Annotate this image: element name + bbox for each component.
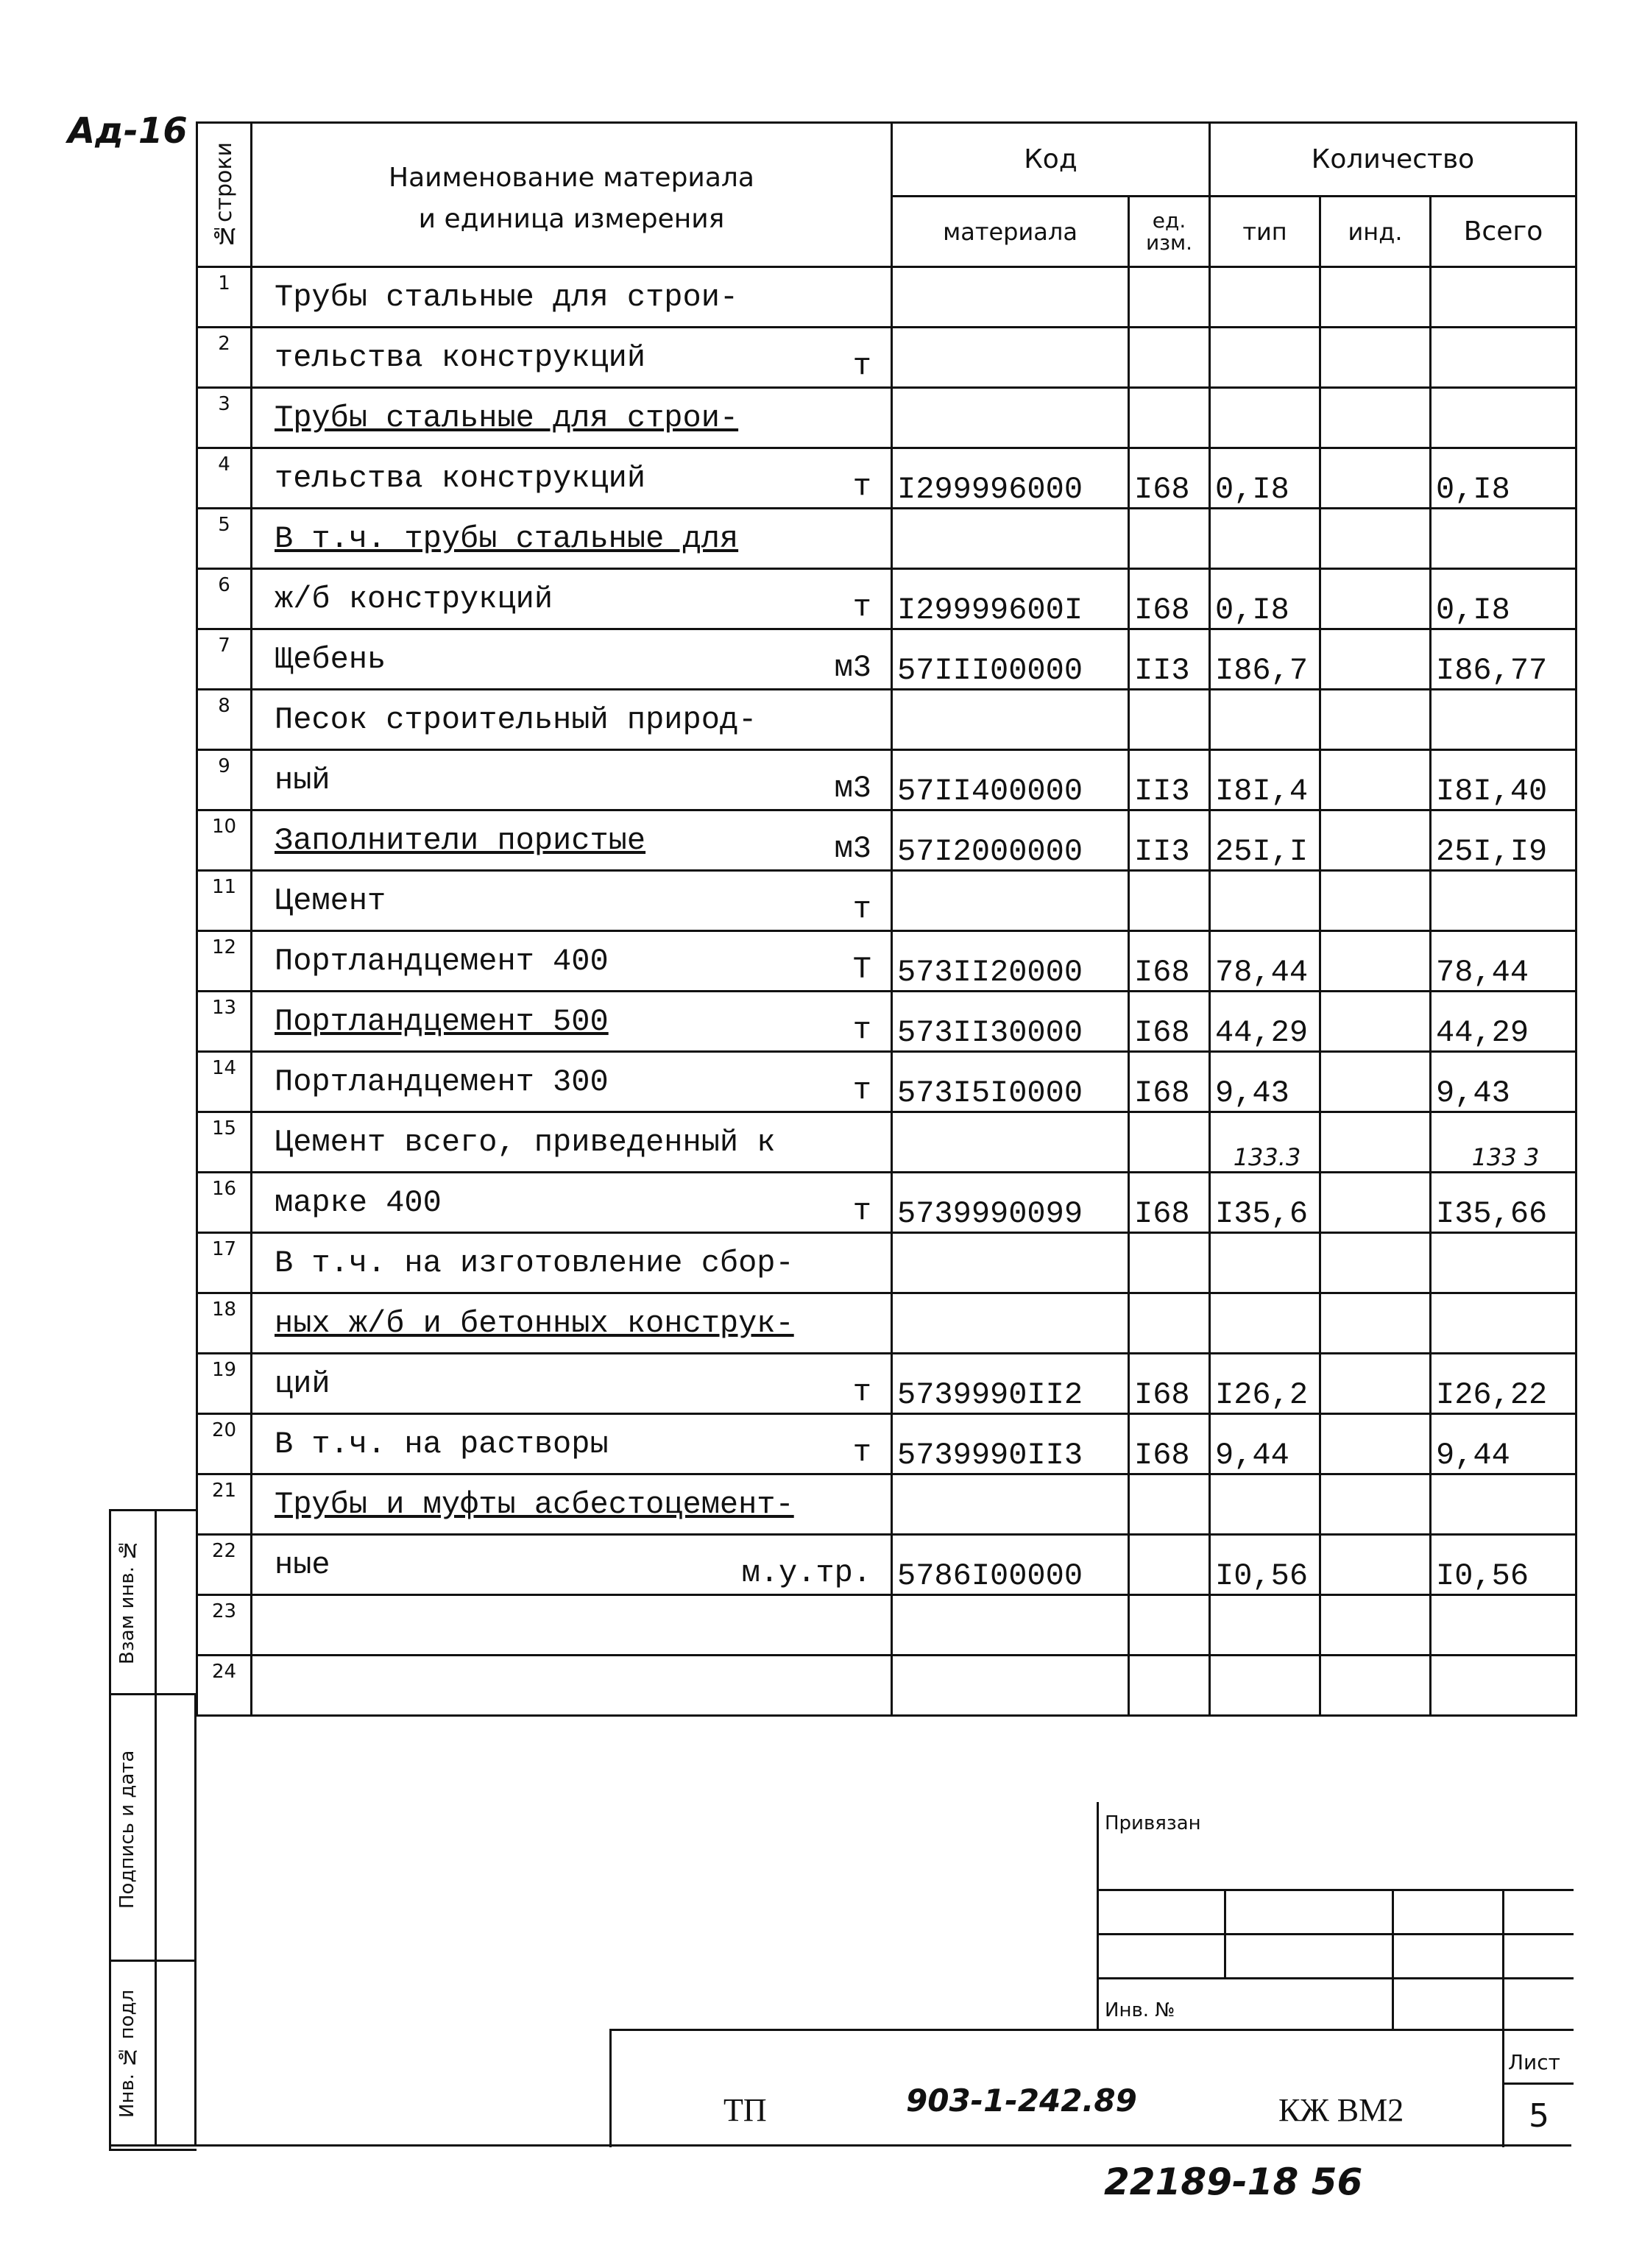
material-code [892, 1474, 1129, 1535]
unit-of-measure: м3 [834, 831, 871, 866]
total-header: Всего [1431, 197, 1576, 267]
unit-of-measure: Т [852, 952, 871, 987]
unit-code [1129, 328, 1210, 388]
unit-code [1129, 1233, 1210, 1293]
material-code: 5739990II2 [892, 1354, 1129, 1414]
quantity-ind [1320, 1354, 1431, 1414]
unit-of-measure: т [852, 1073, 871, 1108]
quantity-total: I86,77 [1431, 629, 1576, 690]
unit-code: I68 [1129, 1354, 1210, 1414]
quantity-total: 0,I8 [1431, 569, 1576, 629]
quantity-type [1210, 509, 1320, 569]
quantity-ind [1320, 267, 1431, 328]
quantity-total [1431, 1595, 1576, 1656]
quantity-total [1431, 1233, 1576, 1293]
document-code: КЖ ВМ2 [1278, 2092, 1404, 2128]
material-code [892, 1233, 1129, 1293]
row-number: 2 [197, 328, 252, 388]
row-number: 9 [197, 750, 252, 810]
row-number: 15 [197, 1112, 252, 1173]
unit-code: II3 [1129, 750, 1210, 810]
row-number: 8 [197, 690, 252, 750]
unit-of-measure: м3 [834, 771, 871, 806]
unit-code: I68 [1129, 1173, 1210, 1233]
vzam-label: Взам инв. № [116, 1538, 138, 1664]
unit-of-measure: м3 [834, 650, 871, 685]
table-row [197, 328, 1576, 388]
unit-code [1129, 388, 1210, 448]
row-number: 20 [197, 1414, 252, 1474]
podpis-label: Подпись и дата [116, 1750, 138, 1909]
quantity-total: 0,I8 [1431, 448, 1576, 509]
materials-table [196, 121, 1577, 1717]
quantity-total [1431, 328, 1576, 388]
quantity-total: 78,44 [1431, 931, 1576, 992]
unit-code: I68 [1129, 448, 1210, 509]
material-code-header: материала [892, 197, 1129, 267]
stamp-main [609, 2029, 1574, 2147]
sheet-number: 5 [1529, 2097, 1549, 2135]
unit-code: I68 [1129, 569, 1210, 629]
quantity-ind [1320, 1656, 1431, 1716]
name-header: Наименование материала и единица измерения [252, 123, 892, 267]
table-row [197, 1474, 1576, 1535]
unit-code [1129, 509, 1210, 569]
material-name [252, 1656, 892, 1716]
material-name: ций т [252, 1354, 892, 1414]
table-row [197, 388, 1576, 448]
quantity-total [1431, 871, 1576, 931]
table-row [197, 1354, 1576, 1414]
material-code: 57I2000000 [892, 810, 1129, 871]
table-row [197, 1293, 1576, 1354]
material-name: Портландцемент 300 т [252, 1052, 892, 1112]
material-name: ный м3 [252, 750, 892, 810]
quantity-ind [1320, 1414, 1431, 1474]
material-name: Трубы стальные для строи- [252, 388, 892, 448]
type-header: тип [1210, 197, 1320, 267]
table-row [197, 1052, 1576, 1112]
quantity-total: I26,22 [1431, 1354, 1576, 1414]
material-name: ные м.у.тр. [252, 1535, 892, 1595]
material-code: 573I5I0000 [892, 1052, 1129, 1112]
material-name: ных ж/б и бетонных конструк- [252, 1293, 892, 1354]
tp-label: ТП [723, 2092, 767, 2128]
corner-mark: Ад-16 [68, 110, 188, 152]
unit-code: I68 [1129, 992, 1210, 1052]
row-number: 11 [197, 871, 252, 931]
unit-code-header: ед. изм. [1129, 197, 1210, 267]
row-number: 3 [197, 388, 252, 448]
quantity-total [1431, 388, 1576, 448]
quantity-total: 9,43 [1431, 1052, 1576, 1112]
material-code [892, 267, 1129, 328]
project-number: 903-1-242.89 [906, 2082, 1137, 2119]
quantity-ind [1320, 871, 1431, 931]
material-name: марке 400 т [252, 1173, 892, 1233]
quantity-ind [1320, 569, 1431, 629]
unit-code: II3 [1129, 629, 1210, 690]
privyazan-label: Привязан [1105, 1812, 1201, 1834]
quantity-type [1210, 1474, 1320, 1535]
quantity-ind [1320, 750, 1431, 810]
quantity-ind [1320, 1173, 1431, 1233]
material-name: Цемент т [252, 871, 892, 931]
quantity-total: 25I,I9 [1431, 810, 1576, 871]
quantity-total [1431, 690, 1576, 750]
quantity-type: 25I,I [1210, 810, 1320, 871]
table-row [197, 931, 1576, 992]
unit-of-measure: т [852, 348, 871, 384]
row-number: 16 [197, 1173, 252, 1233]
unit-of-measure: т [852, 590, 871, 625]
quantity-ind [1320, 931, 1431, 992]
quantity-total: I35,66 [1431, 1173, 1576, 1233]
frame-left [194, 1693, 197, 2147]
quantity-type: 9,43 [1210, 1052, 1320, 1112]
unit-code: I68 [1129, 1052, 1210, 1112]
material-code [892, 690, 1129, 750]
quantity-type: 0,I8 [1210, 569, 1320, 629]
unit-of-measure: т [852, 1374, 871, 1410]
material-code: 57II400000 [892, 750, 1129, 810]
quantity-total: 9,44 [1431, 1414, 1576, 1474]
table-row [197, 1414, 1576, 1474]
material-name: тельства конструкций т [252, 448, 892, 509]
quantity-type [1210, 388, 1320, 448]
unit-code [1129, 1293, 1210, 1354]
quantity-type: I26,2 [1210, 1354, 1320, 1414]
quantity-ind [1320, 1535, 1431, 1595]
unit-of-measure: т [852, 1435, 871, 1470]
quantity-ind [1320, 690, 1431, 750]
row-number: 5 [197, 509, 252, 569]
quantity-ind [1320, 509, 1431, 569]
table-row [197, 690, 1576, 750]
row-number: 4 [197, 448, 252, 509]
table-row [197, 992, 1576, 1052]
quantity-type: 44,29 [1210, 992, 1320, 1052]
quantity-ind [1320, 1052, 1431, 1112]
material-code [892, 1112, 1129, 1173]
quantity-type [1210, 1595, 1320, 1656]
table-row [197, 871, 1576, 931]
material-code [892, 1293, 1129, 1354]
quantity-ind [1320, 448, 1431, 509]
quantity-total [1431, 1293, 1576, 1354]
row-no-header: №строки [197, 123, 252, 267]
quantity-ind [1320, 1112, 1431, 1173]
material-name: В т.ч. на изготовление сбор- [252, 1233, 892, 1293]
quantity-ind [1320, 1595, 1431, 1656]
table-row [197, 1535, 1576, 1595]
material-code [892, 1595, 1129, 1656]
quantity-header: Количество [1210, 123, 1576, 197]
material-name [252, 1595, 892, 1656]
quantity-type: 133.3 [1210, 1112, 1320, 1173]
quantity-ind [1320, 1233, 1431, 1293]
unit-code [1129, 1474, 1210, 1535]
quantity-total [1431, 1474, 1576, 1535]
quantity-type: I8I,4 [1210, 750, 1320, 810]
quantity-type: 78,44 [1210, 931, 1320, 992]
table-row [197, 1112, 1576, 1173]
quantity-total: I0,56 [1431, 1535, 1576, 1595]
unit-code [1129, 1656, 1210, 1716]
row-number: 14 [197, 1052, 252, 1112]
material-name: В т.ч. трубы стальные для [252, 509, 892, 569]
unit-code [1129, 690, 1210, 750]
unit-code: I68 [1129, 931, 1210, 992]
sheet-label: Лист [1508, 2050, 1560, 2074]
row-number: 13 [197, 992, 252, 1052]
quantity-ind [1320, 328, 1431, 388]
quantity-ind [1320, 1474, 1431, 1535]
side-divider-1 [109, 1693, 197, 1695]
material-code: 5739990II3 [892, 1414, 1129, 1474]
quantity-ind [1320, 388, 1431, 448]
quantity-type [1210, 1233, 1320, 1293]
material-name: Трубы и муфты асбестоцемент- [252, 1474, 892, 1535]
code-header: Код [892, 123, 1210, 197]
row-number: 6 [197, 569, 252, 629]
row-number: 21 [197, 1474, 252, 1535]
material-code: 5739990099 [892, 1173, 1129, 1233]
quantity-type [1210, 267, 1320, 328]
quantity-ind [1320, 810, 1431, 871]
material-code: I29999600I [892, 569, 1129, 629]
quantity-ind [1320, 629, 1431, 690]
quantity-type [1210, 871, 1320, 931]
side-divider-2 [109, 1960, 197, 1962]
quantity-total: 133 3 [1431, 1112, 1576, 1173]
table-row [197, 750, 1576, 810]
row-number: 1 [197, 267, 252, 328]
row-number: 19 [197, 1354, 252, 1414]
material-name: В т.ч. на растворы т [252, 1414, 892, 1474]
table-row [197, 810, 1576, 871]
quantity-type: 9,44 [1210, 1414, 1320, 1474]
quantity-total: I8I,40 [1431, 750, 1576, 810]
table-row [197, 1656, 1576, 1716]
unit-of-measure: т [852, 1012, 871, 1048]
quantity-type: I35,6 [1210, 1173, 1320, 1233]
row-number: 18 [197, 1293, 252, 1354]
row-number: 23 [197, 1595, 252, 1656]
quantity-type: 0,I8 [1210, 448, 1320, 509]
material-code [892, 871, 1129, 931]
table-row [197, 629, 1576, 690]
table-row [197, 267, 1576, 328]
ind-header: инд. [1320, 197, 1431, 267]
row-number: 7 [197, 629, 252, 690]
material-name: ж/б конструкций т [252, 569, 892, 629]
table-row [197, 1233, 1576, 1293]
unit-of-measure: т [852, 891, 871, 927]
inv-label: Инв. № подл [116, 1989, 138, 2119]
quantity-total [1431, 267, 1576, 328]
material-code [892, 1656, 1129, 1716]
material-code [892, 509, 1129, 569]
row-number: 24 [197, 1656, 252, 1716]
material-name: Песок строительный природ- [252, 690, 892, 750]
material-name: Портландцемент 400 Т [252, 931, 892, 992]
material-name: Трубы стальные для строи- [252, 267, 892, 328]
material-code: 573II20000 [892, 931, 1129, 992]
quantity-type [1210, 328, 1320, 388]
unit-code: II3 [1129, 810, 1210, 871]
material-name: тельства конструкций т [252, 328, 892, 388]
unit-code [1129, 1535, 1210, 1595]
quantity-ind [1320, 1293, 1431, 1354]
material-name: Щебень м3 [252, 629, 892, 690]
footer-number: 22189-18 56 [1104, 2161, 1363, 2203]
material-code [892, 328, 1129, 388]
unit-code: I68 [1129, 1414, 1210, 1474]
unit-of-measure: т [852, 1193, 871, 1229]
quantity-total [1431, 1656, 1576, 1716]
quantity-ind [1320, 992, 1431, 1052]
unit-code [1129, 1595, 1210, 1656]
table-row [197, 569, 1576, 629]
quantity-type [1210, 1656, 1320, 1716]
unit-code [1129, 871, 1210, 931]
side-inner-line [155, 1509, 157, 2147]
material-name: Заполнители пористые м3 [252, 810, 892, 871]
unit-of-measure: т [852, 469, 871, 504]
stamp-upper [1097, 1802, 1574, 2029]
quantity-type: I86,7 [1210, 629, 1320, 690]
unit-code [1129, 1112, 1210, 1173]
table-row [197, 1595, 1576, 1656]
table-row [197, 509, 1576, 569]
inv-no-label: Инв. № [1105, 1999, 1175, 2021]
material-name: Портландцемент 500 т [252, 992, 892, 1052]
unit-code [1129, 267, 1210, 328]
row-number: 22 [197, 1535, 252, 1595]
material-code: 57III00000 [892, 629, 1129, 690]
material-name: Цемент всего, приведенный к [252, 1112, 892, 1173]
row-number: 17 [197, 1233, 252, 1293]
quantity-type: I0,56 [1210, 1535, 1320, 1595]
quantity-type [1210, 690, 1320, 750]
quantity-total [1431, 509, 1576, 569]
material-code: I299996000 [892, 448, 1129, 509]
material-code: 5786I00000 [892, 1535, 1129, 1595]
table-row [197, 1173, 1576, 1233]
material-code: 573II30000 [892, 992, 1129, 1052]
material-code [892, 388, 1129, 448]
unit-of-measure: м.у.тр. [741, 1555, 871, 1591]
row-number: 12 [197, 931, 252, 992]
quantity-total: 44,29 [1431, 992, 1576, 1052]
table-row [197, 448, 1576, 509]
row-number: 10 [197, 810, 252, 871]
quantity-type [1210, 1293, 1320, 1354]
